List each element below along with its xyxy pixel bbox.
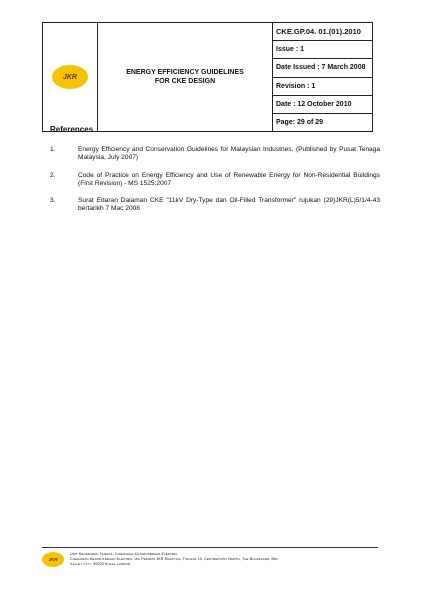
reference-number: 2. [50,171,56,179]
title-line-2: FOR CKE DESIGN [154,78,216,85]
document-footer [42,547,378,566]
reference-number: 3. [50,197,56,205]
reference-number: 1. [50,146,56,153]
footer-line-2: Cawangan Kejuruteraan Elektrik, Ibu Pejabat JKR Malaysia, Tingkat 10, Centrepoint North, The Boulevard, Mid [70,557,278,561]
jkr-logo [52,65,88,89]
issue-number: Issue : 1 [273,41,372,59]
logo-cell [43,23,98,131]
reference-text: Surat Edaran Dalaman CKE "11kV Dry-Type dan Oil-Filled Transformer" rujukan (29)JKR(L)5/1/4-43 bertarikh 7 Mac 2008 [78,197,380,213]
revision-date: Date : 12 October 2010 [273,96,372,114]
date-issued: Date Issued : 7 March 2008 [273,59,372,77]
reference-item [50,172,380,189]
document-header [42,22,373,132]
title-line-1: ENERGY EFFICIENCY GUIDELINES [126,69,244,76]
reference-item [50,146,380,163]
footer-address [70,552,370,567]
footer-logo-text: JKR [48,557,58,562]
footer-line-3: Valley City, 59200 Kuala Lumpur [70,562,131,566]
reference-text: Energy Efficiency and Conservation Guidelines for Malaysian Industries. (Published by Pusat Tenaga Malaysia, July 2007) [78,146,380,162]
revision-number: Revision : 1 [273,78,372,96]
document-title [98,23,273,131]
reference-item [50,197,380,214]
document-meta [273,23,372,131]
footer-line-1: Unit Kecekapan Tenaga, Cawangan Kejuruteraan Elektrik, [70,552,179,556]
references-heading: References [50,125,94,134]
references-section [50,125,380,223]
reference-text: Code of Practice on Energy Efficiency and Use of Renewable Energy for Non-Residential Buildings (First Revision) - MS 1525:2007 [78,171,380,187]
page-number: Page: 29 of 29 [276,118,324,126]
footer-jkr-logo [42,552,64,567]
doc-number: CKE.GP.04. 01.(01).2010 [273,23,372,41]
jkr-logo-text: JKR [62,73,77,81]
